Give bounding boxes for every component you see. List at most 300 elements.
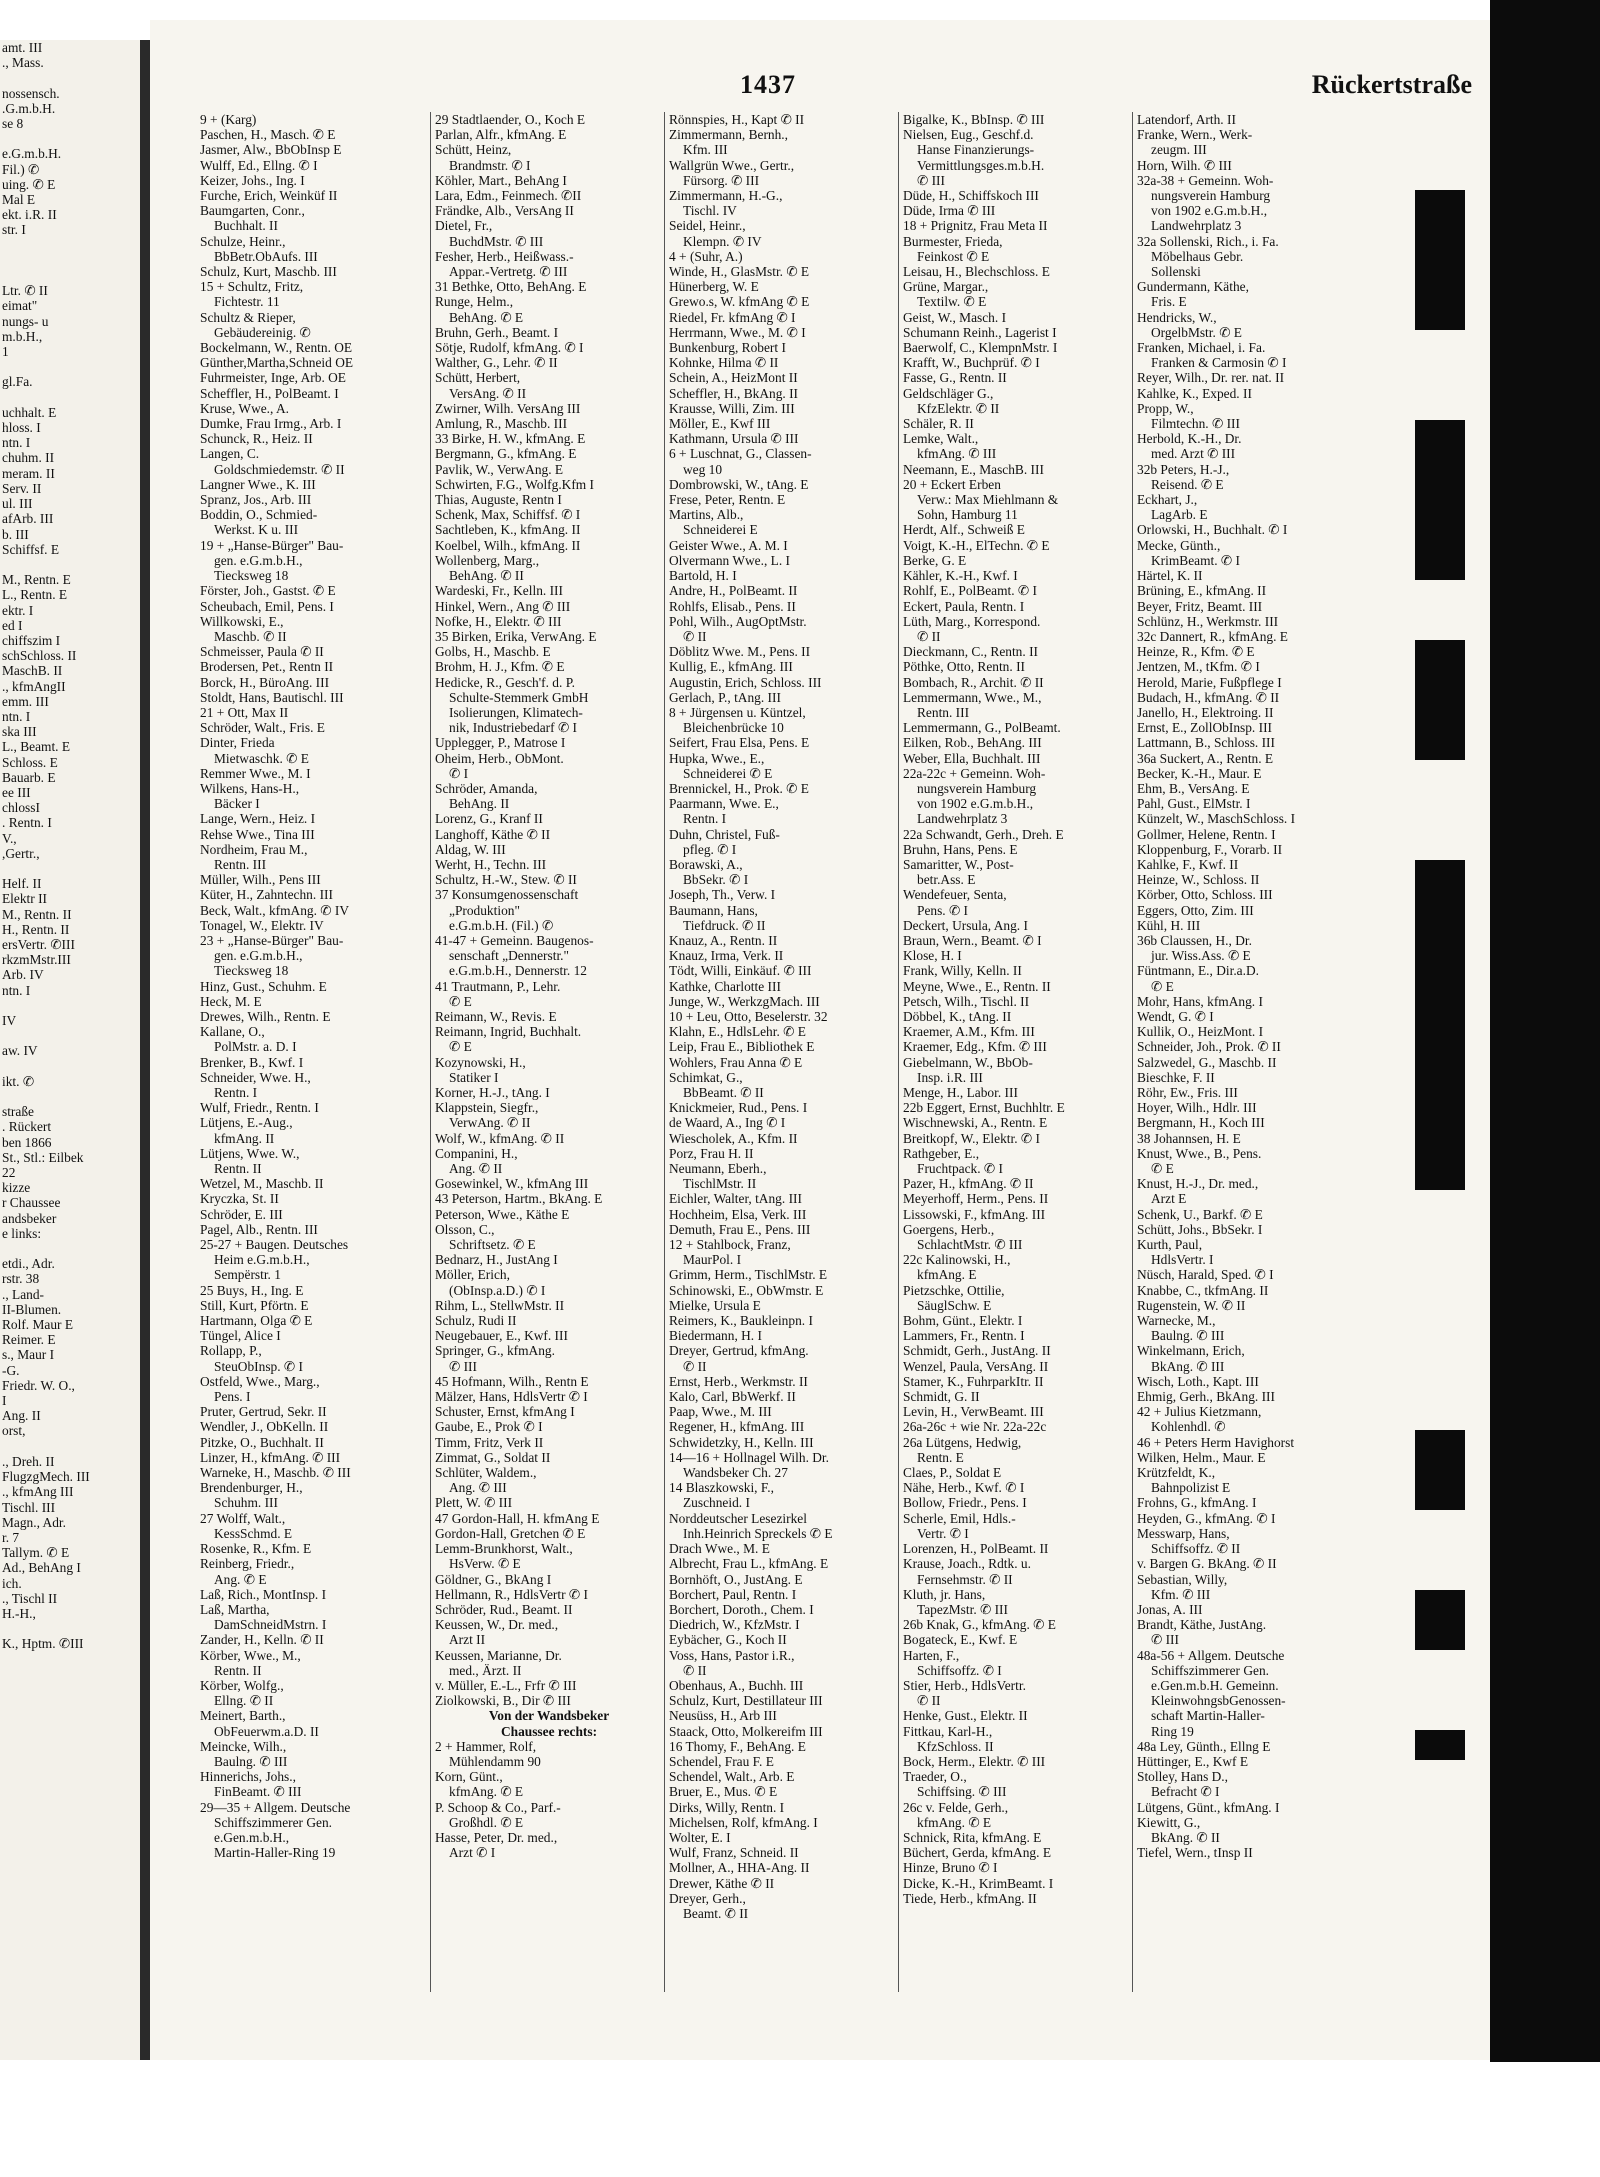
- directory-entry-line: Meincke, Wilh.,: [200, 1738, 287, 1754]
- directory-entry-line: BbBeamt. ✆ II: [683, 1085, 764, 1100]
- directory-entry-line: Parlan, Alfr., kfmAng. E: [435, 127, 567, 143]
- left-page-fragment: chiffszim I: [2, 632, 61, 648]
- directory-entry-line: Dombrowski, W., tAng. E: [669, 476, 809, 492]
- directory-entry-line: Insp. i.R. III: [917, 1069, 983, 1085]
- directory-entry-line: e.Gen.m.b.H. Gemeinn.: [1151, 1677, 1279, 1693]
- directory-entry-line: Göldner, G., BkAng I: [435, 1571, 552, 1587]
- directory-column-4: [898, 112, 1131, 1992]
- left-page-fragment: [0, 998, 140, 1013]
- directory-entry-line: Salzwedel, G., Maschb. II: [1137, 1054, 1277, 1070]
- directory-entry-line: Berke, G. E: [903, 552, 967, 568]
- directory-entry-line: nungsverein Hamburg: [1151, 188, 1271, 204]
- directory-entry-line: Leip, Frau E., Bibliothek E: [669, 1039, 815, 1055]
- directory-entry-line: 20 + Eckert Erben: [903, 476, 1001, 492]
- directory-entry-line: Bohm, Günt., Elektr. I: [903, 1313, 1023, 1329]
- left-page-fragment: Arb. IV: [2, 967, 44, 983]
- left-page-fragment: Mal E: [2, 192, 36, 208]
- directory-entry-line: Rentn. III: [917, 704, 970, 720]
- directory-entry-line: 4 + (Suhr, A.): [669, 248, 743, 264]
- directory-entry-line: Hüttinger, E., Kwf E: [1137, 1753, 1249, 1769]
- directory-entry-line: Fürsorg. ✆ III: [683, 172, 760, 188]
- directory-entry-line: 38 Johannsen, H. E: [1137, 1130, 1241, 1146]
- directory-entry-line: Bartold, H. I: [669, 568, 737, 584]
- directory-entry-line: Brandmstr. ✆ I: [449, 157, 531, 173]
- directory-entry-line: Lemmermann, G., PolBeamt.: [903, 720, 1061, 736]
- directory-entry-line: senschaft „Dennerstr.": [449, 948, 569, 964]
- left-page-fragment: ., Tischl II: [2, 1590, 58, 1606]
- left-page-fragment: ., kfmAng III: [2, 1484, 74, 1500]
- directory-entry-line: Horn, Wilh. ✆ III: [1137, 157, 1232, 173]
- directory-entry-line: Jonas, A. III: [1137, 1601, 1203, 1617]
- directory-entry-line: Pagel, Alb., Rentn. III: [200, 1221, 318, 1237]
- directory-entry-line: Lütgens, Günt., kfmAng. I: [1137, 1799, 1280, 1815]
- left-page-fragment: [0, 268, 140, 283]
- directory-entry-line: DamSchneidMstrn. I: [214, 1617, 327, 1633]
- left-page-fragment: ikt. ✆: [2, 1073, 35, 1089]
- directory-entry-line: Textilw. ✆ E: [917, 294, 987, 310]
- directory-entry-line: Stoldt, Hans, Bautischl. III: [200, 689, 344, 705]
- directory-entry-line: Dumke, Frau Irmg., Arb. I: [200, 416, 342, 432]
- left-page-fragment: M., Rentn. II: [2, 906, 72, 922]
- directory-entry-line: Krützfeldt, K.,: [1137, 1465, 1216, 1481]
- left-page-fragment: Friedr. W. O.,: [2, 1377, 75, 1393]
- directory-entry-line: kfmAng. ✆ III: [917, 446, 997, 462]
- left-page-fragment: Helf. II: [2, 876, 42, 892]
- directory-entry-line: Tödt, Willi, Einkäuf. ✆ III: [669, 963, 812, 979]
- directory-entry-line: Andre, H., PolBeamt. II: [669, 583, 798, 599]
- directory-entry-line: (ObInsp.a.D.) ✆ I: [449, 1282, 546, 1298]
- directory-entry-line: Großhdl. ✆ E: [449, 1814, 524, 1830]
- edge-mark: [1415, 1730, 1465, 1760]
- directory-entry-line: Schulte-Stemmerk GmbH: [449, 689, 589, 705]
- directory-entry-line: Knauz, Irma, Verk. II: [669, 948, 784, 964]
- directory-entry-line: Wilken, Helm., Maur. E: [1137, 1449, 1266, 1465]
- directory-entry-line: Kohnke, Hilma ✆ II: [669, 355, 779, 371]
- directory-entry-line: Beck, Walt., kfmAng. ✆ IV: [200, 902, 349, 918]
- directory-entry-line: 45 Hofmann, Wilh., Rentn E: [435, 1373, 589, 1389]
- directory-entry-line: Vermittlungsges.m.b.H.: [917, 157, 1045, 173]
- directory-entry-line: Scheubach, Emil, Pens. I: [200, 598, 334, 614]
- directory-entry-line: Kfm. ✆ III: [1151, 1586, 1211, 1602]
- directory-entry-line: Härtel, K. II: [1137, 568, 1203, 584]
- directory-column-1: [196, 112, 428, 1992]
- directory-entry-line: Jentzen, M., tKfm. ✆ I: [1137, 659, 1260, 675]
- directory-entry-line: Eckhart, J.,: [1137, 492, 1198, 508]
- directory-entry-line: Joseph, Th., Verw. I: [669, 887, 776, 903]
- directory-entry-line: Bornhöft, O., JustAng. E: [669, 1571, 803, 1587]
- directory-entry-line: Schwidetzky, H., Kelln. III: [669, 1434, 814, 1450]
- directory-entry-line: Riedel, Fr. kfmAng ✆ I: [669, 309, 796, 325]
- directory-entry-line: 26b Knak, G., kfmAng. ✆ E: [903, 1617, 1056, 1633]
- directory-entry-line: 32c Dannert, R., kfmAng. E: [1137, 628, 1288, 644]
- directory-entry-line: Hinkel, Wern., Ang ✆ III: [435, 598, 571, 614]
- directory-entry-line: Langner Wwe., K. III: [200, 476, 316, 492]
- directory-entry-line: Messwarp, Hans,: [1137, 1525, 1230, 1541]
- directory-entry-line: Tiefdruck. ✆ II: [683, 917, 766, 933]
- directory-entry-line: Bergmann, H., Koch III: [1137, 1115, 1265, 1131]
- directory-entry-line: Ang. ✆ III: [449, 1480, 507, 1496]
- directory-entry-line: zeugm. III: [1151, 142, 1207, 158]
- directory-entry-line: Hedicke, R., Gesch'f. d. P.: [435, 674, 576, 690]
- directory-entry-line: Rihm, L., StellwMstr. II: [435, 1297, 565, 1313]
- left-page-fragment: FlugzgMech. III: [2, 1469, 90, 1485]
- directory-entry-line: Frändke, Alb., VersAng II: [435, 203, 574, 219]
- directory-entry-line: Mühlendamm 90: [449, 1753, 541, 1769]
- directory-entry-line: Schneider, Joh., Prok. ✆ II: [1137, 1039, 1281, 1055]
- directory-entry-line: Düde, H., Schiffskoch III: [903, 188, 1039, 204]
- directory-entry-line: Schimkat, G.,: [669, 1069, 743, 1085]
- directory-entry-line: Duhn, Christel, Fuß-: [669, 826, 780, 842]
- directory-entry-line: Vertr. ✆ I: [917, 1525, 969, 1541]
- directory-entry-line: Kalo, Carl, BbWerkf. II: [669, 1389, 796, 1405]
- edge-mark: [1415, 1590, 1465, 1650]
- directory-entry-line: Thias, Auguste, Rentn I: [435, 492, 562, 508]
- directory-entry-line: Sempërstr. 1: [214, 1267, 281, 1283]
- directory-entry-line: VersAng. ✆ II: [449, 385, 527, 401]
- directory-entry-line: Janello, H., Elektroing. II: [1137, 704, 1274, 720]
- directory-entry-line: Kahlke, F., Kwf. II: [1137, 856, 1239, 872]
- directory-entry-line: Dirks, Willy, Rentn. I: [669, 1799, 785, 1815]
- directory-entry-line: Rönnspies, H., Kapt ✆ II: [669, 112, 805, 127]
- directory-entry-line: Brüning, E., kfmAng. II: [1137, 583, 1267, 599]
- directory-entry-line: Schmidt, Gerh., JustAng. II: [903, 1343, 1051, 1359]
- left-page-fragment: ul. III: [2, 496, 33, 512]
- directory-entry-line: Kiewitt, G.,: [1137, 1814, 1201, 1830]
- directory-entry-line: Bruhn, Gerh., Beamt. I: [435, 324, 559, 340]
- directory-entry-line: Remmer Wwe., M. I: [200, 765, 311, 781]
- directory-entry-line: Schütt, Herbert,: [435, 370, 521, 386]
- directory-entry-line: ✆ II: [683, 1358, 707, 1374]
- directory-entry-line: Lange, Wern., Heiz. I: [200, 811, 316, 827]
- directory-entry-line: Arzt II: [449, 1632, 486, 1648]
- directory-entry-line: nik, Industriebedarf ✆ I: [449, 720, 577, 736]
- directory-entry-line: Levin, H., VerwBeamt. III: [903, 1404, 1044, 1420]
- directory-entry-line: 48a Ley, Günth., Ellng E: [1137, 1738, 1271, 1754]
- directory-entry-line: Hünerberg, W. E: [669, 279, 759, 295]
- directory-entry-line: Becker, K.-H., Maur. E: [1137, 765, 1262, 781]
- directory-entry-line: Möller, Erich,: [435, 1267, 510, 1283]
- directory-entry-line: Eilken, Rob., BehAng. III: [903, 735, 1042, 751]
- directory-entry-line: Meyne, Wwe., E., Rentn. II: [903, 978, 1051, 994]
- directory-entry-line: Eggers, Otto, Zim. III: [1137, 902, 1254, 918]
- directory-entry-line: Martin-Haller-Ring 19: [214, 1845, 336, 1861]
- left-page-fragment: emm. III: [2, 693, 49, 709]
- directory-entry-line: Pohl, Wilh., AugOptMstr.: [669, 613, 807, 629]
- directory-entry-line: 36b Claussen, H., Dr.: [1137, 932, 1252, 948]
- directory-entry-line: Tischl. IV: [683, 203, 737, 219]
- left-page-fragment: St., Stl.: Eilbek: [2, 1149, 84, 1165]
- directory-entry-line: Budach, H., kfmAng. ✆ II: [1137, 689, 1280, 705]
- directory-entry-line: Buchhalt. II: [214, 218, 278, 234]
- directory-entry-line: Beyer, Fritz, Beamt. III: [1137, 598, 1263, 614]
- directory-entry-line: Düde, Irma ✆ III: [903, 203, 996, 219]
- left-page-fragment: nungs- u: [2, 313, 49, 329]
- left-page-fragment: r Chaussee: [2, 1195, 61, 1211]
- directory-entry-line: TischlMstr. II: [683, 1176, 757, 1192]
- directory-entry-line: Wardeski, Fr., Kelln. III: [435, 583, 563, 599]
- directory-entry-line: Bockelmann, W., Rentn. OE: [200, 340, 353, 356]
- directory-entry-line: de Waard, A., Ing ✆ I: [669, 1115, 786, 1131]
- directory-entry-line: Sebastian, Willy,: [1137, 1571, 1228, 1587]
- directory-entry-line: Tiecksweg 18: [214, 568, 289, 584]
- directory-entry-line: Wischnewski, A., Rentn. E: [903, 1115, 1048, 1131]
- directory-entry-line: Stier, Herb., HdlsVertr.: [903, 1677, 1026, 1693]
- left-page-fragment: [0, 390, 140, 405]
- directory-entry-line: Fuhrmeister, Inge, Arb. OE: [200, 370, 346, 386]
- directory-entry-line: Müller, Wilh., Pens III: [200, 872, 321, 888]
- page-number: 1437: [740, 70, 796, 99]
- directory-entry-line: Röhr, Ew., Fris. III: [1137, 1085, 1238, 1100]
- directory-entry-line: Klahn, E., HdlsLehr. ✆ E: [669, 1024, 806, 1040]
- directory-entry-line: Nüsch, Harald, Sped. ✆ I: [1137, 1267, 1274, 1283]
- directory-entry-line: Schultz, H.-W., Stew. ✆ II: [435, 872, 577, 888]
- directory-entry-line: SteuObInsp. ✆ I: [214, 1358, 303, 1374]
- directory-entry-line: Rentn. II: [214, 1662, 262, 1678]
- directory-entry-line: Lemke, Walt.,: [903, 431, 979, 447]
- left-page-fragment: Ang. II: [2, 1408, 41, 1424]
- directory-entry-line: Schütt, Johs., BbSekr. I: [1137, 1221, 1263, 1237]
- edge-mark: [1415, 860, 1465, 1190]
- scan-dark-margin: [1490, 0, 1600, 2177]
- edge-mark: [1415, 420, 1465, 580]
- left-page-fragment: r. 7: [2, 1529, 20, 1545]
- directory-entry-line: Fesher, Herb., Heißwass.-: [435, 248, 574, 264]
- directory-entry-line: Zuschneid. I: [683, 1495, 750, 1511]
- directory-entry-line: Zwirner, Wilh. VersAng III: [435, 400, 581, 416]
- directory-entry-line: Hochheim, Elsa, Verk. III: [669, 1206, 807, 1222]
- directory-entry-line: weg 10: [683, 461, 723, 477]
- left-page-fragment: straße: [2, 1104, 34, 1120]
- directory-entry-line: Eckert, Paula, Rentn. I: [903, 598, 1025, 614]
- directory-entry-line: Mälzer, Hans, HdlsVertr ✆ I: [435, 1389, 588, 1405]
- directory-entry-line: Brenker, B., Kwf. I: [200, 1054, 304, 1070]
- directory-entry-line: Olvermann Wwe., L. I: [669, 552, 790, 568]
- directory-entry-line: Keizer, Johs., Ing. I: [200, 172, 305, 188]
- directory-entry-line: Dreyer, Gertrud, kfmAng.: [669, 1343, 809, 1359]
- page-header: [150, 62, 1490, 102]
- directory-entry-line: Paarmann, Wwe. E.,: [669, 796, 779, 812]
- directory-entry-line: Ehmig, Gerh., BkAng. III: [1137, 1389, 1275, 1405]
- directory-entry-line: Kahlke, K., Exped. II: [1137, 385, 1252, 401]
- directory-entry-line: Pöthke, Otto, Rentn. II: [903, 659, 1025, 675]
- left-page-fragment: Fil.) ✆: [2, 161, 40, 177]
- left-page-fragment: ., Land-: [2, 1286, 45, 1302]
- directory-entry-line: Seifert, Frau Elsa, Pens. E: [669, 735, 810, 751]
- directory-entry-line: 9 + (Karg): [200, 112, 257, 127]
- directory-entry-line: Koelbel, Wilh., kfmAng. II: [435, 537, 581, 553]
- directory-entry-line: e.G.m.b.H., Dennerstr. 12: [449, 963, 587, 979]
- directory-entry-line: Kathmann, Ursula ✆ III: [669, 431, 799, 447]
- directory-entry-line: Reisend. ✆ E: [1151, 476, 1224, 492]
- directory-entry-line: Schneiderei ✆ E: [683, 765, 773, 781]
- directory-entry-line: PolMstr. a. D. I: [214, 1039, 297, 1055]
- directory-entry-line: Pietzschke, Ottilie,: [903, 1282, 1005, 1298]
- directory-entry-line: 36a Suckert, A., Rentn. E: [1137, 750, 1274, 766]
- left-page-fragment: ., Dreh. II: [2, 1453, 55, 1469]
- directory-entry-line: Rugenstein, W. ✆ II: [1137, 1297, 1246, 1313]
- left-page-fragment: V.,: [2, 830, 17, 846]
- directory-entry-line: Bieschke, F. II: [1137, 1069, 1215, 1085]
- directory-entry-line: Krause, Joach., Rdtk. u.: [903, 1556, 1031, 1572]
- directory-entry-line: Wiescholek, A., Kfm. II: [669, 1130, 798, 1146]
- directory-entry-line: Bunkenburg, Robert I: [669, 340, 786, 356]
- directory-entry-line: 31 Bethke, Otto, BehAng. E: [435, 279, 587, 295]
- directory-entry-line: 19 + „Hanse-Bürger" Bau-: [200, 537, 344, 553]
- left-page-fragment: L., Beamt. E: [2, 739, 71, 755]
- directory-column-2: [430, 112, 663, 1992]
- directory-entry-line: Neugebauer, E., Kwf. III: [435, 1328, 568, 1344]
- left-page-fragment: uing. ✆ E: [2, 176, 56, 192]
- left-page-fragment: Ltr. ✆ II: [2, 283, 48, 299]
- directory-entry-line: Meyerhoff, Herm., Pens. II: [903, 1191, 1049, 1207]
- directory-entry-line: Linzer, H., kfmAng. ✆ III: [200, 1449, 341, 1465]
- left-page-fragment: MaschB. II: [2, 663, 63, 679]
- directory-entry-line: HsVerw. ✆ E: [449, 1556, 521, 1572]
- directory-entry-line: 23 + „Hanse-Bürger" Bau-: [200, 932, 344, 948]
- directory-entry-line: Ring 19: [1151, 1723, 1194, 1739]
- directory-entry-line: kfmAng. ✆ E: [449, 1784, 524, 1800]
- directory-entry-line: Fichtestr. 11: [214, 294, 280, 310]
- directory-entry-line: Harten, F.,: [903, 1647, 960, 1663]
- directory-entry-line: ✆ II: [917, 628, 941, 644]
- directory-entry-line: Schenk, U., Barkf. ✆ E: [1137, 1206, 1263, 1222]
- directory-entry-line: Schuster, Ernst, kfmAng I: [435, 1404, 575, 1420]
- directory-entry-line: Wandsbeker Ch. 27: [683, 1465, 788, 1481]
- directory-entry-line: Schumann Reinh., Lagerist I: [903, 324, 1057, 340]
- directory-entry-line: Sohn, Hamburg 11: [917, 507, 1018, 523]
- directory-column-3: [664, 112, 897, 1992]
- directory-entry-line: pfleg. ✆ I: [683, 841, 737, 857]
- directory-entry-line: Kähler, K.-H., Kwf. I: [903, 568, 1018, 584]
- left-page-fragment: ee III: [2, 784, 31, 800]
- directory-entry-line: Zander, H., Kelln. ✆ II: [200, 1632, 324, 1648]
- directory-entry-line: Claes, P., Soldat E: [903, 1465, 1002, 1481]
- directory-entry-line: 16 Thomy, F., BehAng. E: [669, 1738, 806, 1754]
- left-page-fragment: str. I: [2, 222, 26, 238]
- directory-entry-line: Schwirten, F.G., Wolfg.Kfm I: [435, 476, 595, 492]
- directory-entry-line: Meinert, Barth.,: [200, 1708, 286, 1724]
- directory-entry-line: Scheffler, H., PolBeamt. I: [200, 385, 339, 401]
- directory-entry-line: Herdt, Alf., Schweiß E: [903, 522, 1025, 538]
- directory-entry-line: Zimmermann, Bernh.,: [669, 127, 788, 143]
- left-page-fragment: L., Rentn. E: [2, 587, 68, 603]
- directory-entry-line: Kruse, Wwe., A.: [200, 400, 290, 416]
- directory-entry-line: MaurPol. I: [683, 1252, 742, 1268]
- directory-entry-line: Neumann, Eberh.,: [669, 1161, 767, 1177]
- directory-entry-line: Tiefel, Wern., tInsp II: [1137, 1845, 1253, 1861]
- left-page-fragment: ben 1866: [2, 1134, 52, 1150]
- directory-entry-line: Rohlf, E., PolBeamt. ✆ I: [903, 583, 1037, 599]
- directory-entry-line: Ang. ✆ II: [449, 1161, 503, 1177]
- directory-entry-line: Frohns, G., kfmAng. I: [1137, 1495, 1257, 1511]
- directory-entry-line: schaft Martin-Haller-: [1151, 1708, 1265, 1724]
- directory-entry-line: 41-47 + Gemeinn. Baugenos-: [435, 932, 594, 948]
- directory-entry-line: Nähe, Herb., Kwf. ✆ I: [903, 1480, 1025, 1496]
- directory-entry-line: Drach Wwe., M. E: [669, 1541, 770, 1557]
- left-page-fragment: etdi., Adr.: [2, 1256, 55, 1272]
- directory-entry-line: 48a-56 + Allgem. Deutsche: [1137, 1647, 1285, 1663]
- directory-entry-line: Propp, W.,: [1137, 400, 1194, 416]
- directory-entry-line: Nielsen, Eug., Geschf.d.: [903, 127, 1034, 143]
- directory-entry-line: Klempn. ✆ IV: [683, 233, 762, 249]
- directory-entry-line: ✆ I: [449, 765, 469, 781]
- directory-entry-line: Grewo.s, W. kfmAng ✆ E: [669, 294, 810, 310]
- directory-entry-line: Heyden, G., kfmAng. ✆ I: [1137, 1510, 1276, 1526]
- directory-entry-line: Dieckmann, C., Rentn. II: [903, 644, 1038, 660]
- directory-entry-line: Chaussee rechts:: [500, 1723, 598, 1739]
- directory-entry-line: med. Arzt ✆ III: [1151, 446, 1236, 462]
- directory-entry-line: Borawski, A.,: [669, 856, 743, 872]
- directory-entry-line: 26c v. Felde, Gerh.,: [903, 1799, 1009, 1815]
- directory-entry-line: Borchert, Paul, Rentn. I: [669, 1586, 797, 1602]
- directory-entry-line: 47 Gordon-Hall, H. kfmAng E: [435, 1510, 600, 1526]
- edge-mark: [1415, 1430, 1465, 1510]
- directory-entry-line: Arzt ✆ I: [449, 1845, 496, 1861]
- directory-entry-line: Schnick, Rita, kfmAng. E: [903, 1829, 1042, 1845]
- directory-entry-line: Schultz & Rieper,: [200, 309, 296, 325]
- left-page-fragment: [0, 1059, 140, 1074]
- directory-entry-line: Oheim, Herb., ObMont.: [435, 750, 564, 766]
- directory-entry-line: Befracht ✆ I: [1151, 1784, 1220, 1800]
- left-page-fragment: [0, 70, 140, 85]
- directory-entry-line: 22a Schwandt, Gerh., Dreh. E: [903, 826, 1064, 842]
- left-page-fragment: Elektr II: [2, 891, 47, 907]
- left-page-fragment: andsbeker: [2, 1210, 57, 1226]
- directory-entry-line: Günther,Martha,Schneid OE: [200, 355, 354, 371]
- directory-entry-line: Lorenzen, H., PolBeamt. II: [903, 1541, 1049, 1557]
- directory-entry-line: Kallane, O.,: [200, 1024, 265, 1040]
- left-page-fragment: 1: [2, 344, 9, 360]
- directory-entry-line: Kathke, Charlotte III: [669, 978, 781, 994]
- directory-entry-line: Büchert, Gerda, kfmAng. E: [903, 1845, 1051, 1861]
- directory-entry-line: Nordheim, Frau M.,: [200, 841, 308, 857]
- left-page-fragment: schSchloss. II: [2, 648, 77, 664]
- directory-entry-line: Lattmann, B., Schloss. III: [1137, 735, 1275, 751]
- directory-entry-line: KrimBeamt. ✆ I: [1151, 552, 1240, 568]
- directory-entry-line: Kozynowski, H.,: [435, 1054, 526, 1070]
- directory-entry-line: Schmidt, G. II: [903, 1389, 980, 1405]
- directory-entry-line: Beamt. ✆ II: [683, 1905, 749, 1921]
- left-page-fragment: e.G.m.b.H.: [2, 146, 62, 162]
- left-page-fragment: [0, 131, 140, 146]
- directory-entry-line: Pruter, Gertrud, Sekr. II: [200, 1404, 327, 1420]
- directory-entry-line: Frank, Willy, Kelln. II: [903, 963, 1022, 979]
- directory-entry-line: Mohr, Hans, kfmAng. I: [1137, 993, 1263, 1009]
- directory-entry-line: Schunck, R., Heiz. II: [200, 431, 313, 447]
- directory-entry-line: 21 + Ott, Max II: [200, 704, 289, 720]
- directory-entry-line: ObFeuerwm.a.D. II: [214, 1723, 319, 1739]
- directory-entry-line: Wilkens, Hans-H.,: [200, 780, 300, 796]
- directory-entry-line: 14 Blaszkowski, F.,: [669, 1480, 774, 1496]
- directory-entry-line: Braun, Wern., Beamt. ✆ I: [903, 932, 1042, 948]
- directory-entry-line: Schulz, Kurt, Maschb. III: [200, 264, 337, 280]
- directory-entry-line: Menge, H., Labor. III: [903, 1085, 1018, 1100]
- directory-entry-line: Olsson, C.,: [435, 1221, 495, 1237]
- left-page-fragment: . Rückert: [2, 1119, 52, 1135]
- directory-entry-line: Schendel, Frau F. E: [669, 1753, 774, 1769]
- directory-entry-line: Statiker I: [449, 1069, 499, 1085]
- directory-entry-line: Reyer, Wilh., Dr. rer. nat. II: [1137, 370, 1285, 386]
- directory-entry-line: Wenzel, Paula, VersAng. II: [903, 1358, 1049, 1374]
- directory-entry-line: Runge, Helm.,: [435, 294, 514, 310]
- directory-entry-line: Schröder, Amanda,: [435, 780, 538, 796]
- directory-entry-line: Petsch, Wilh., Tischl. II: [903, 993, 1030, 1009]
- directory-entry-line: Langhoff, Käthe ✆ II: [435, 826, 551, 842]
- left-page-fragment: I: [2, 1393, 7, 1409]
- directory-entry-line: Döbbel, K., tAng. II: [903, 1008, 1012, 1024]
- directory-entry-line: Demuth, Frau E., Pens. III: [669, 1221, 811, 1237]
- directory-entry-line: Möller, E., Kwf III: [669, 416, 771, 432]
